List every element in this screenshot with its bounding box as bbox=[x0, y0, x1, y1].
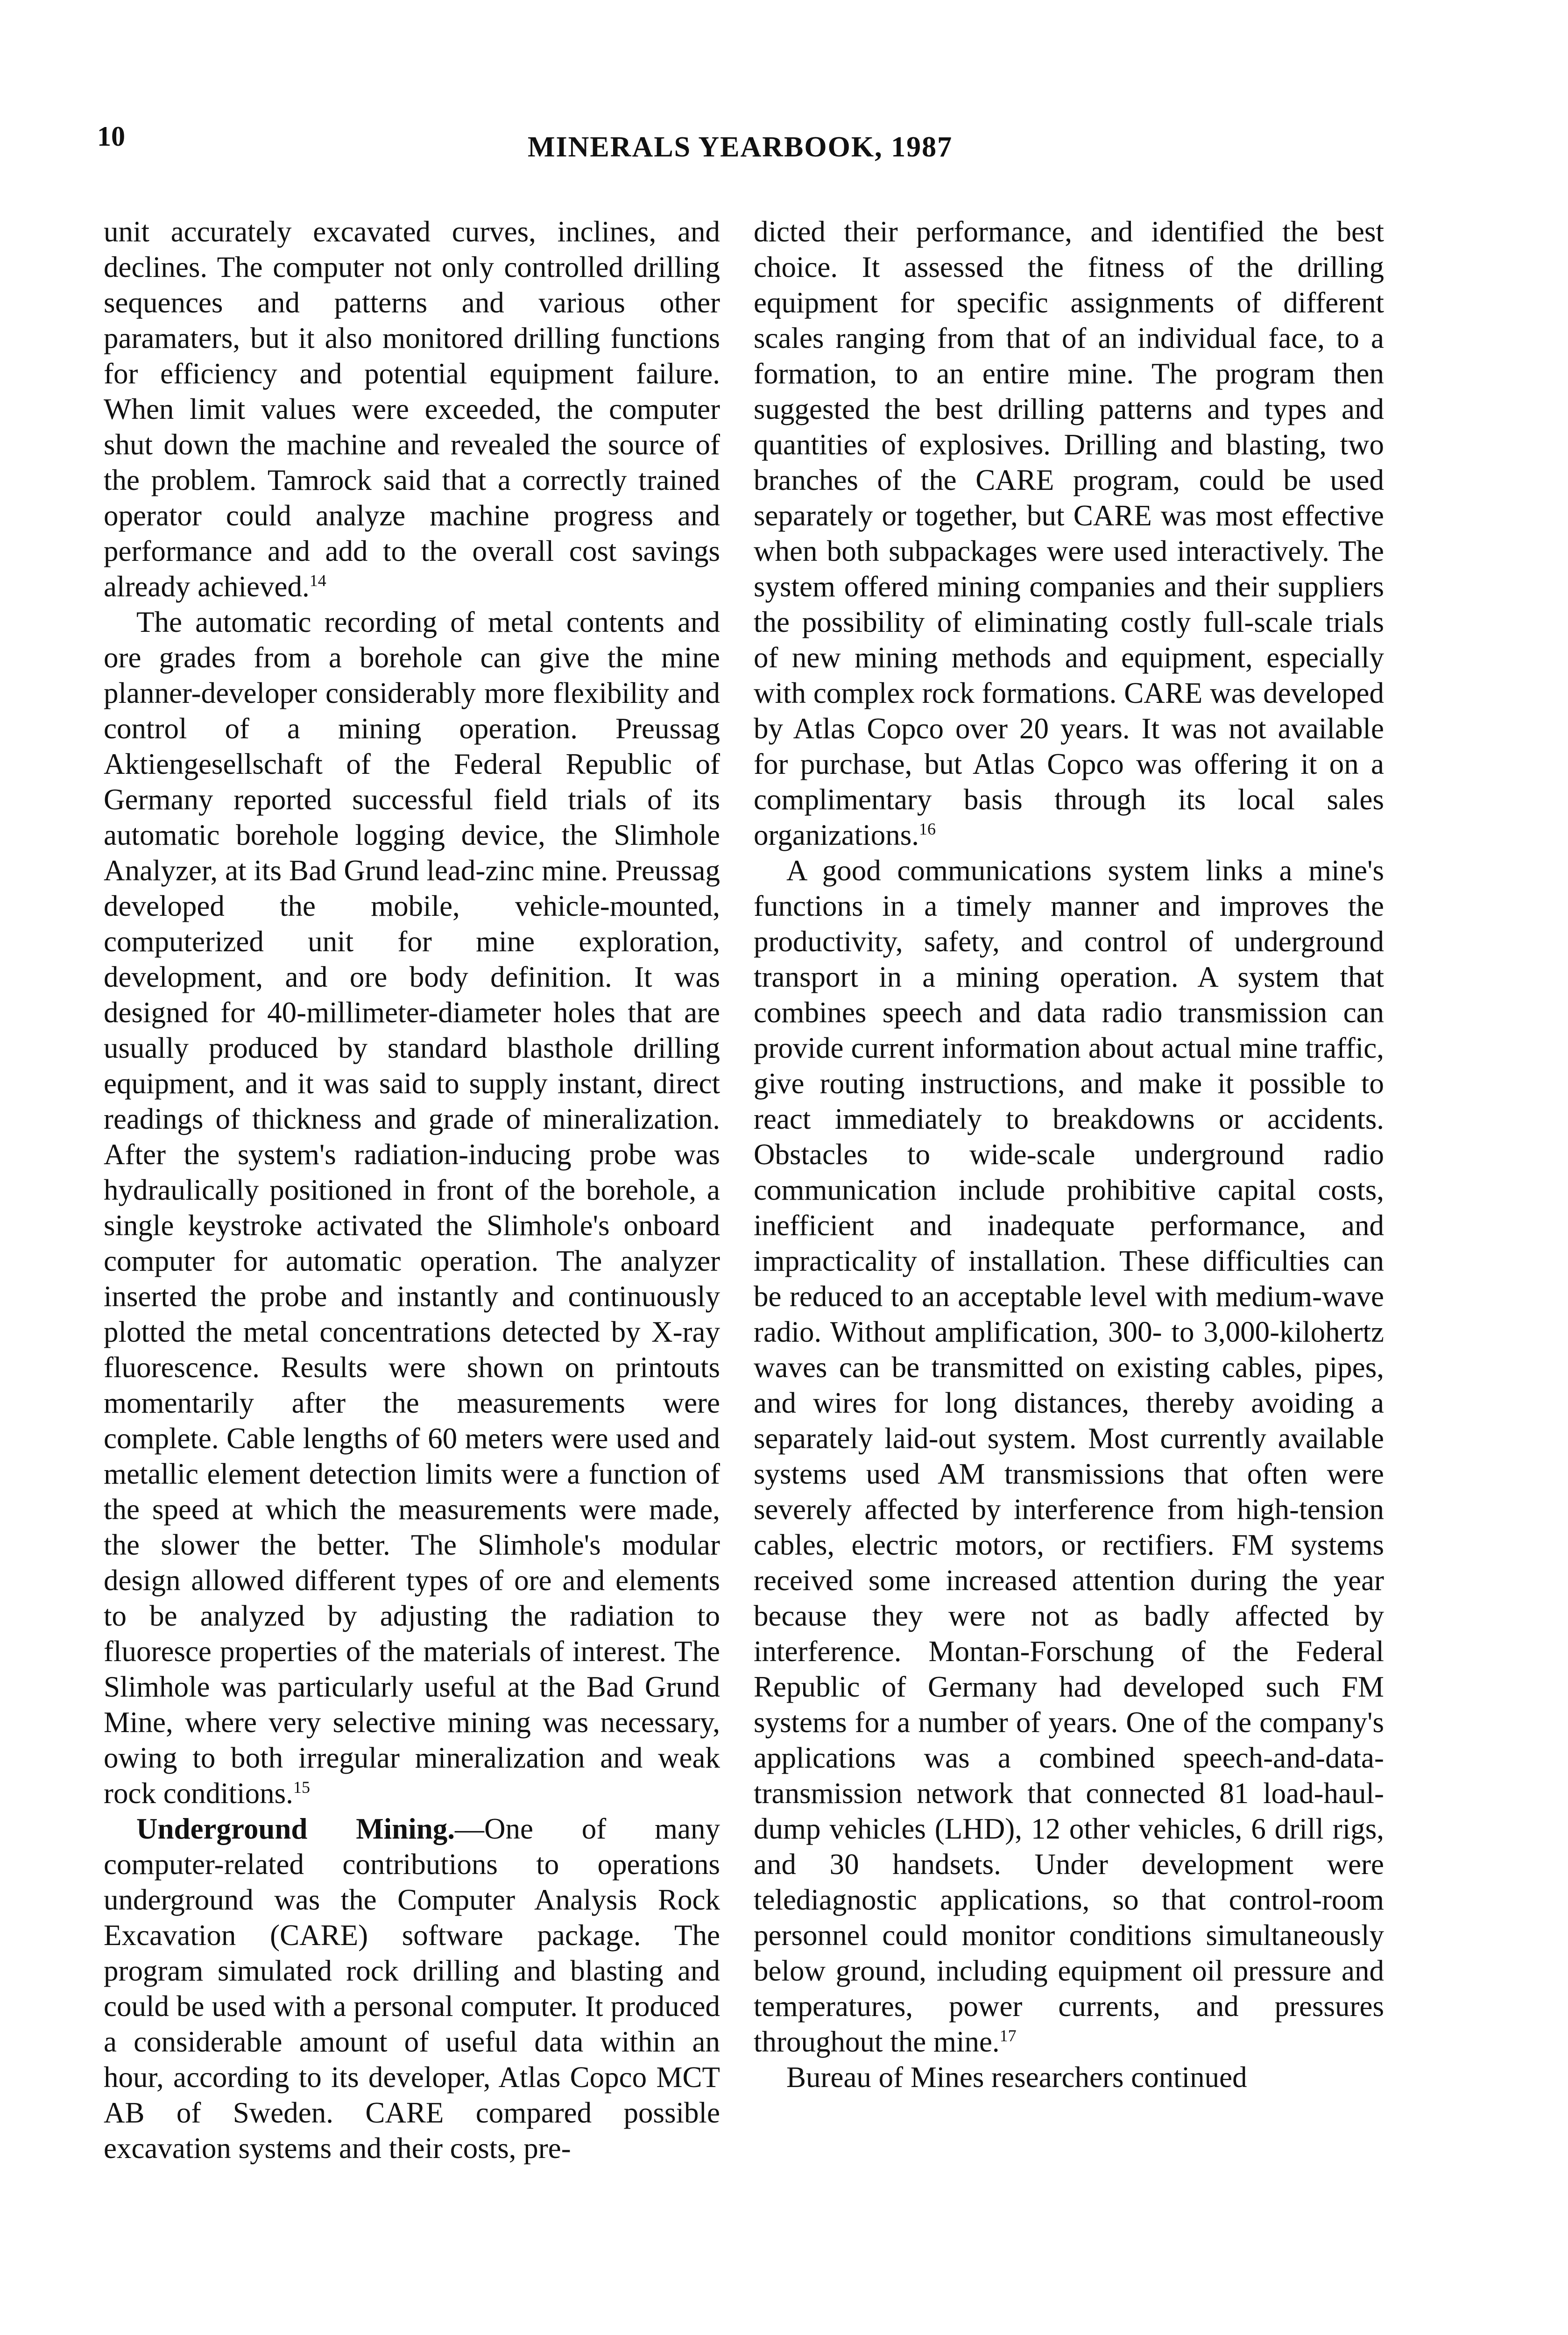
footnote-ref: 14 bbox=[309, 571, 326, 590]
paragraph-text: Bureau of Mines researchers continued bbox=[786, 2061, 1247, 2094]
section-heading: Underground Mining. bbox=[136, 1812, 455, 1845]
paragraph-text: dicted their performance, and identified the best choice. It assessed the fitness of the drilling equipment for specific assignments of different scales ranging from that of an individual face, to a formation, to an entire mine. The program then suggested the best drilling patterns and types and quantities of explosives. Drilling and blasting, two branches of the CARE program, could be used separately or together, but CARE was most effective when both subpackages were used interactively. The system offered mining companies and their suppliers the possibility of eliminating costly full-scale trials of new mining methods and equipment, especially with complex rock formations. CARE was developed by Atlas Copco over 20 years. It was not available for purchase, but Atlas Copco was offering it on a complimentary basis through its local sales organizations. bbox=[754, 215, 1384, 851]
paragraph bbox=[104, 1811, 720, 2166]
right-column bbox=[754, 214, 1384, 2095]
paragraph bbox=[104, 214, 720, 604]
paragraph bbox=[754, 214, 1384, 853]
paragraph bbox=[104, 604, 720, 1811]
running-head: MINERALS YEARBOOK, 1987 bbox=[528, 131, 953, 163]
paragraph-text: The automatic recording of metal contents and ore grades from a borehole can give the mine planner-developer considerably more flexibility and control of a mining operation. Preussag Aktiengesellschaft of the Federal Republic of Germany reported successful field trials of its automatic borehole logging device, the Slimhole Analyzer, at its Bad Grund lead-zinc mine. Preussag developed the mobile, vehicle-mounted, computerized unit for mine exploration, development, and ore body definition. It was designed for 40-millimeter-diameter holes that are usually produced by standard blasthole drilling equipment, and it was said to supply instant, direct readings of thickness and grade of mineralization. After the system's radiation-inducing probe was hydraulically positioned in front of the borehole, a single keystroke activated the Slimhole's onboard computer for automatic operation. The analyzer inserted the probe and instantly and continuously plotted the metal concentrations detected by X-ray fluorescence. Results were shown on printouts momentarily after the measurements were complete. Cable lengths of 60 meters were used and metallic element detection limits were a function of the speed at which the measurements were made, the slower the better. The Slimhole's modular design allowed different types of ore and elements to be analyzed by adjusting the radiation to fluoresce properties of the materials of interest. The Slimhole was particularly useful at the Bad Grund Mine, where very selective mining was necessary, owing to both irregular mineralization and weak rock conditions. bbox=[104, 606, 720, 1810]
paragraph-text: —One of many computer-related contributions to operations underground was the Computer Analysis Rock Excavation (CARE) software package. The program simulated rock drilling and blasting and could be used with a personal computer. It produced a considerable amount of useful data within an hour, according to its developer, Atlas Copco MCT AB of Sweden. CARE compared possible excavation systems and their costs, pre- bbox=[104, 1812, 720, 2165]
footnote-ref: 16 bbox=[919, 820, 936, 838]
page-number: 10 bbox=[97, 121, 125, 152]
paragraph bbox=[754, 853, 1384, 2059]
footnote-ref: 15 bbox=[293, 1778, 310, 1797]
left-column bbox=[104, 214, 720, 2166]
paragraph-text: A good communications system links a mine's functions in a timely manner and improves the productivity, safety, and control of underground transport in a mining operation. A system that combines speech and data radio transmission can provide current information about actual mine traffic, give routing instructions, and make it possible to react immediately to breakdowns or accidents. Obstacles to wide-scale underground radio communication include prohibitive capital costs, inefficient and inadequate performance, and impracticality of installation. These difficulties can be reduced to an acceptable level with medium-wave radio. Without amplification, 300- to 3,000-kilohertz waves can be transmitted on existing cables, pipes, and wires for long distances, thereby avoiding a separately laid-out system. Most currently available systems used AM transmissions that often were severely affected by interference from high-tension cables, electric motors, or rectifiers. FM systems received some increased attention during the year because they were not as badly affected by interference. Montan-Forschung of the Federal Republic of Germany had developed such FM systems for a number of years. One of the company's applications was a combined speech-and-data-transmission network that connected 81 load-haul-dump vehicles (LHD), 12 other vehicles, 6 drill rigs, and 30 handsets. Under development were telediagnostic applications, so that control-room personnel could monitor conditions simultaneously below ground, including equipment oil pressure and temperatures, power currents, and pressures throughout the mine. bbox=[754, 854, 1384, 2058]
paragraph bbox=[754, 2059, 1384, 2095]
paragraph-text: unit accurately excavated curves, inclines, and declines. The computer not only controlled drilling sequences and patterns and various other paramaters, but it also monitored drilling functions for efficiency and potential equipment failure. When limit values were exceeded, the computer shut down the machine and revealed the source of the problem. Tamrock said that a correctly trained operator could analyze machine progress and performance and add to the overall cost savings already achieved. bbox=[104, 215, 720, 603]
footnote-ref: 17 bbox=[999, 2026, 1017, 2045]
